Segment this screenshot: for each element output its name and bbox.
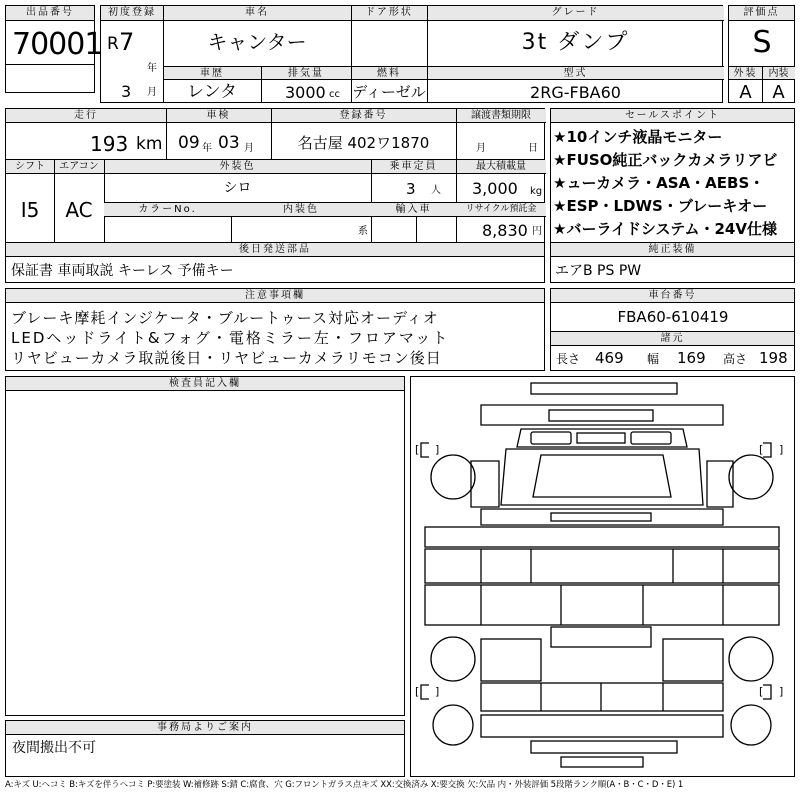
office-value: 夜間搬出不可 [12, 740, 96, 756]
fuel-header: 燃料 [351, 66, 427, 80]
inspector-box [5, 376, 405, 716]
recycle-value: 8,830 [482, 221, 528, 240]
reg-nen: 年 [147, 63, 157, 74]
lot-box [5, 5, 103, 93]
load-value: 3,000 [472, 179, 518, 198]
car-name: キャンター [207, 30, 307, 54]
grade-header: グレード [427, 6, 724, 21]
legend: A:キズ U:ヘコミ B:キズを伴うヘコミ P:要塗装 W:補修跡 S:錆 C:腐食、穴 G:フロントガラス点キズ XX:交換済み X:要交換 欠:欠品 内・外装評価 5段階ランク順(A・B・C・D・E) 1 [5, 780, 684, 790]
inspection-header: 車検 [166, 109, 271, 123]
load-header: 最大積載量 [456, 160, 546, 174]
svg-text:[: [ [759, 685, 764, 698]
chassis-value: FBA60-610419 [617, 308, 729, 326]
lot-number: 70001 [12, 27, 103, 62]
mileage-header: 走行 [6, 109, 166, 123]
transfer-header: 譲渡書類期限 [456, 109, 546, 123]
sales-line-4: ★ESP・LDWS・ブレーキオー [553, 197, 768, 215]
model-value: 2RG-FBA60 [530, 83, 621, 102]
inspection-tsuki: 月 [244, 143, 254, 154]
capacity-header: 乗車定員 [371, 160, 456, 174]
ac-value: AC [65, 198, 93, 222]
reg-month: 3 [121, 82, 132, 101]
shift-value: I5 [20, 198, 40, 222]
svg-text:]: ] [779, 685, 784, 698]
inspection-nen: 年 [202, 143, 212, 154]
body-color-value: シロ [223, 180, 252, 196]
notes-line-2: LEDヘッドライト&フォグ・電格ミラー左・フロアマット [11, 329, 450, 347]
displacement-unit: cc [329, 89, 340, 100]
reg-tsuki: 月 [147, 87, 157, 98]
inspection-year: 09 [178, 133, 200, 153]
transfer-month: 月 [476, 143, 486, 154]
displacement-value: 3000 [285, 83, 326, 102]
plate-header: 登録番号 [271, 109, 456, 123]
plate-value: 名古屋 402ワ1870 [297, 134, 430, 152]
history-header: 車歴 [163, 66, 261, 80]
displacement-header: 排気量 [261, 66, 351, 80]
notes-line-1: ブレーキ摩耗インジケータ・ブルートゥース対応オーディオ [11, 309, 439, 327]
exterior-header: 外装 [729, 66, 762, 80]
model-header: 型式 [427, 66, 724, 80]
load-unit: kg [530, 186, 543, 197]
dims-header: 諸元 [551, 332, 794, 346]
fuel-value: ディーゼル [352, 83, 426, 101]
interior-value: A [772, 82, 785, 103]
history-value: レンタ [187, 82, 237, 102]
score-header: 評価点 [729, 6, 794, 21]
inspection-month: 03 [218, 133, 240, 153]
reg-era: R [107, 34, 119, 54]
grade-value: 3t ダンプ [521, 30, 630, 55]
interior-header: 内装 [762, 66, 795, 80]
reg-header: 初度登録 [101, 6, 163, 21]
car-header: 車名 [163, 6, 351, 21]
length-value: 469 [595, 349, 624, 367]
transfer-day: 日 [528, 143, 538, 154]
chassis-box [550, 288, 795, 371]
notes-box [5, 288, 545, 371]
length-label: 長さ [556, 352, 581, 366]
equip-header: 純正装備 [551, 243, 794, 257]
sales-line-3: ★ューカメラ・ASA・AEBS・ [553, 174, 765, 192]
int-color-header: 内装色 [231, 203, 371, 217]
svg-text:[: [ [759, 443, 764, 456]
office-box [5, 720, 405, 777]
color-header: 外装色 [104, 160, 371, 174]
svg-text:]: ] [779, 443, 784, 456]
sales-line-2: ★FUSO純正バックカメラリアビ [553, 151, 778, 169]
vehicle-info-box [100, 5, 723, 103]
recycle-header: リサイクル預託金 [456, 203, 546, 217]
mileage-unit: km [136, 134, 163, 154]
sales-box [550, 108, 795, 283]
score-box [728, 5, 795, 103]
detail-box [5, 108, 545, 283]
width-value: 169 [677, 349, 706, 367]
later-header: 後日発送部品 [6, 243, 544, 257]
sales-line-5: ★バーライドシステム・24V仕様 [553, 220, 777, 238]
sales-header: セールスポイント [551, 109, 794, 123]
mileage-value: 193 [90, 132, 129, 156]
truck-diagram [411, 377, 794, 776]
svg-text:]: ] [435, 685, 440, 698]
notes-line-3: リヤビューカメラ取説後日・リヤビューカメラリモコン後日 [11, 349, 442, 367]
int-color-suffix: 系 [358, 226, 368, 237]
height-value: 198 [759, 349, 788, 367]
exterior-value: A [739, 82, 752, 103]
ac-header: エアコン [54, 160, 104, 174]
shift-header: シフト [6, 160, 54, 174]
width-label: 幅 [647, 352, 660, 366]
lot-header: 出品番号 [6, 6, 94, 21]
sales-line-1: ★10インチ液晶モニター [553, 128, 723, 146]
notes-header: 注意事項欄 [6, 289, 544, 303]
inspector-header: 検査員記入欄 [6, 377, 404, 391]
reg-year: 7 [119, 28, 135, 56]
import-header: 輸入車 [371, 203, 456, 217]
door-header: ドア形状 [351, 6, 427, 21]
chassis-header: 車台番号 [551, 289, 794, 303]
color-no-header: カラーNo. [104, 203, 231, 217]
svg-text:[: [ [415, 443, 420, 456]
later-value: 保証書 車両取説 キーレス 予備キー [11, 263, 234, 279]
capacity-unit: 人 [431, 185, 441, 196]
height-label: 高さ [723, 352, 748, 366]
svg-text:[: [ [415, 685, 420, 698]
score-value: S [752, 25, 772, 60]
office-header: 事務局よりご案内 [6, 721, 404, 735]
recycle-unit: 円 [532, 226, 542, 237]
capacity-value: 3 [406, 180, 416, 198]
equip-value: エアB PS PW [555, 263, 642, 279]
svg-text:]: ] [435, 443, 440, 456]
damage-diagram [410, 376, 795, 777]
